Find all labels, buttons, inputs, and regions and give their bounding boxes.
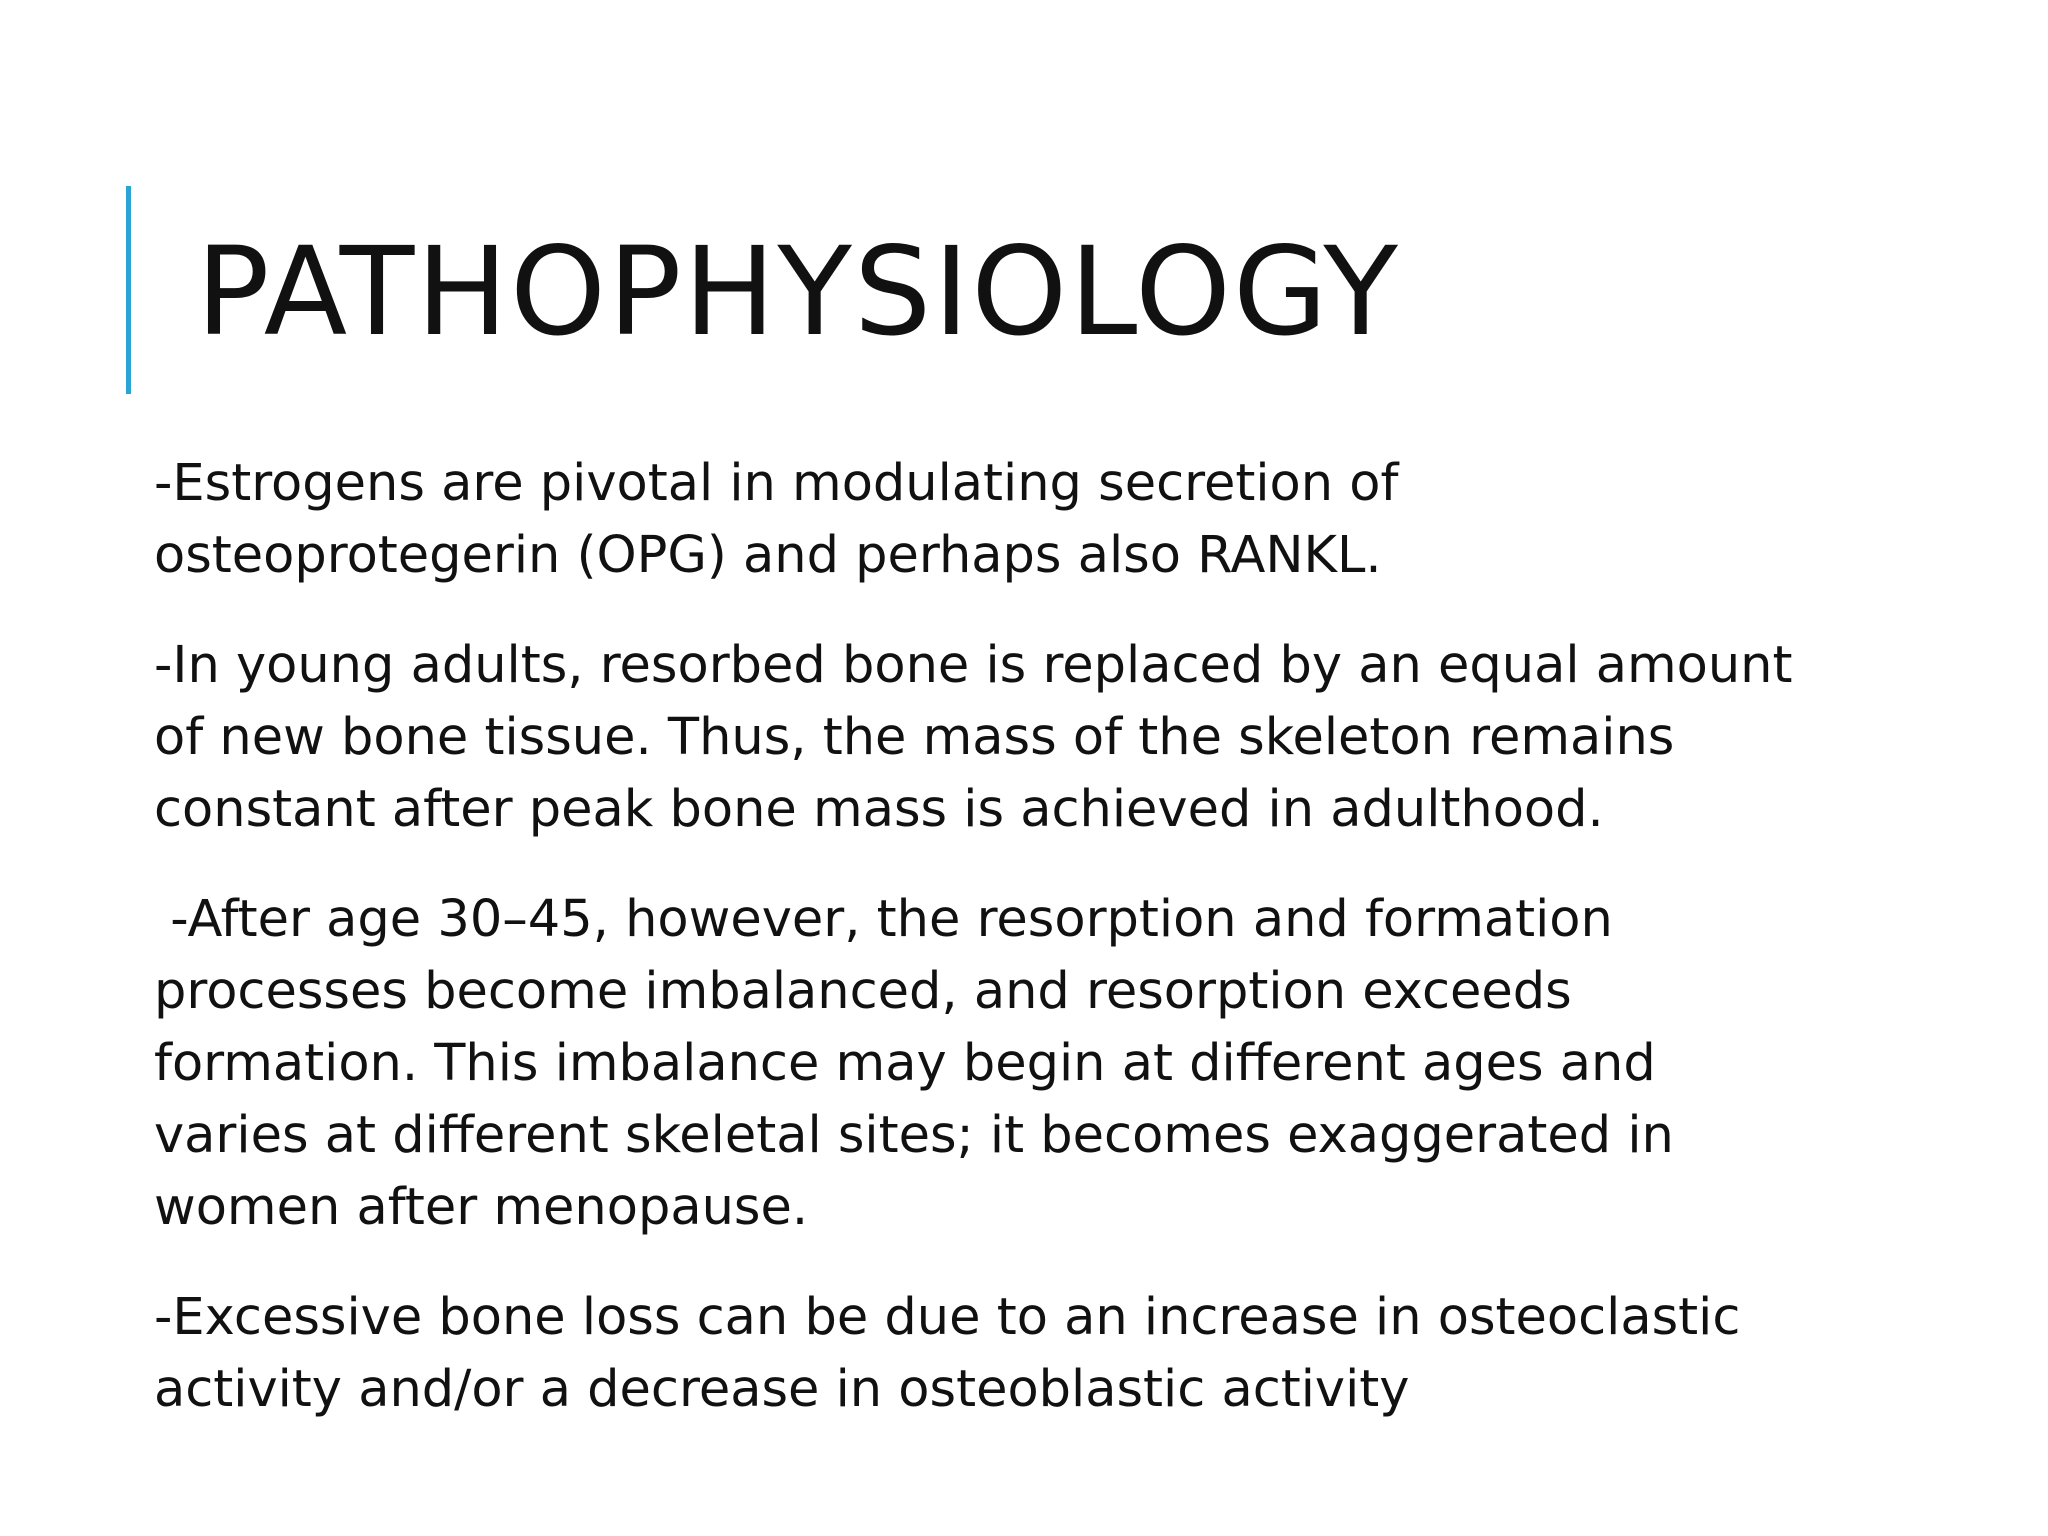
text-line: constant after peak bone mass is achieved in adulthood.: [154, 780, 1604, 839]
slide-body: [154, 448, 1954, 1464]
text-line: osteoprotegerin (OPG) and perhaps also RANKL.: [154, 526, 1382, 585]
title-accent-bar: [126, 186, 131, 394]
paragraph-estrogens: [154, 448, 1954, 592]
paragraph-after-age: [154, 884, 1954, 1244]
paragraph-bone-loss: [154, 1282, 1954, 1426]
text-line: -After age 30–45, however, the resorption and formation: [154, 890, 1613, 949]
text-line: women after menopause.: [154, 1178, 809, 1237]
text-line: formation. This imbalance may begin at different ages and: [154, 1034, 1656, 1093]
text-line: varies at different skeletal sites; it becomes exaggerated in: [154, 1106, 1674, 1165]
text-line: processes become imbalanced, and resorption exceeds: [154, 962, 1572, 1021]
paragraph-young-adults: [154, 630, 1954, 846]
text-line: activity and/or a decrease in osteoblastic activity: [154, 1360, 1410, 1419]
slide-title: PATHOPHYSIOLOGY: [196, 221, 1400, 363]
text-line: -Estrogens are pivotal in modulating secretion of: [154, 454, 1399, 513]
text-line: -In young adults, resorbed bone is replaced by an equal amount: [154, 636, 1793, 695]
text-line: -Excessive bone loss can be due to an increase in osteoclastic: [154, 1288, 1741, 1347]
text-line: of new bone tissue. Thus, the mass of the skeleton remains: [154, 708, 1675, 767]
